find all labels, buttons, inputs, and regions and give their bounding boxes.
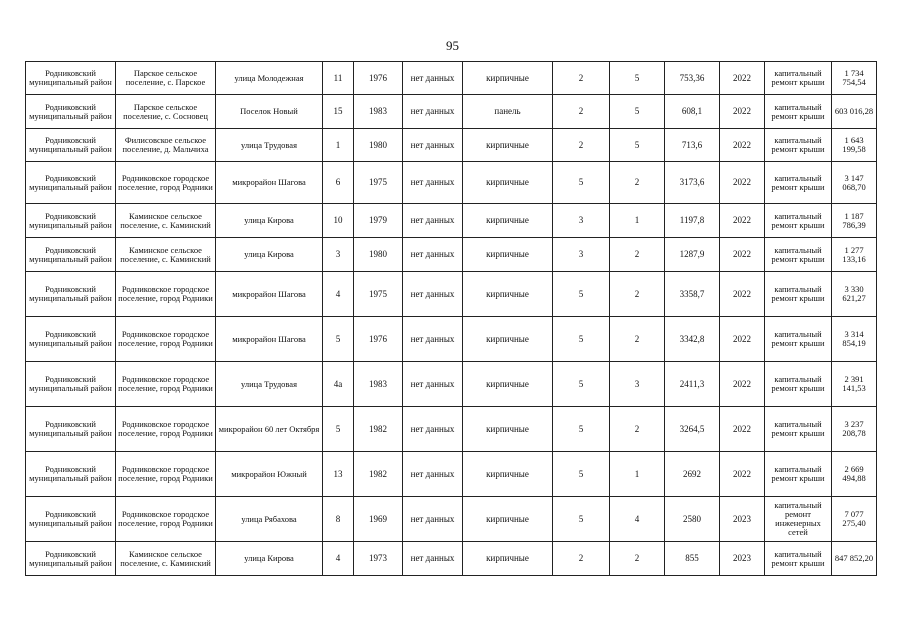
data-cell: нет данных: [403, 129, 463, 162]
area-cell: 2580: [665, 497, 720, 542]
area-cell: 855: [665, 542, 720, 576]
year-built-cell: 1976: [354, 317, 403, 362]
area-cell: 3358,7: [665, 272, 720, 317]
year-built-cell: 1976: [354, 62, 403, 95]
floors-cell: 5: [553, 407, 610, 452]
cost-cell: 603 016,28: [832, 95, 877, 129]
district-cell: Родниковский муниципальный район: [26, 542, 116, 576]
year-built-cell: 1983: [354, 362, 403, 407]
cost-cell: 1 187 786,39: [832, 204, 877, 238]
housing-repair-table: [25, 61, 877, 576]
area-cell: 3264,5: [665, 407, 720, 452]
street-cell: Поселок Новый: [216, 95, 323, 129]
table-row: [26, 238, 877, 272]
settlement-cell: Родниковское городское поселение, город Родники: [116, 317, 216, 362]
table-row: [26, 362, 877, 407]
entrances-cell: 3: [610, 362, 665, 407]
table-row: [26, 62, 877, 95]
year-built-cell: 1973: [354, 542, 403, 576]
work-type-cell: капитальный ремонт крыши: [765, 317, 832, 362]
data-cell: нет данных: [403, 162, 463, 204]
work-type-cell: капитальный ремонт крыши: [765, 362, 832, 407]
wall-material-cell: кирпичные: [463, 204, 553, 238]
district-cell: Родниковский муниципальный район: [26, 317, 116, 362]
data-cell: нет данных: [403, 62, 463, 95]
floors-cell: 5: [553, 162, 610, 204]
floors-cell: 5: [553, 452, 610, 497]
house-number-cell: 4: [323, 272, 354, 317]
table-row: [26, 129, 877, 162]
district-cell: Родниковский муниципальный район: [26, 62, 116, 95]
entrances-cell: 2: [610, 272, 665, 317]
settlement-cell: Родниковское городское поселение, город Родники: [116, 272, 216, 317]
data-cell: нет данных: [403, 542, 463, 576]
street-cell: улица Трудовая: [216, 362, 323, 407]
wall-material-cell: кирпичные: [463, 362, 553, 407]
table-row: [26, 272, 877, 317]
year-built-cell: 1980: [354, 129, 403, 162]
plan-year-cell: 2022: [720, 317, 765, 362]
year-built-cell: 1975: [354, 162, 403, 204]
data-cell: нет данных: [403, 317, 463, 362]
entrances-cell: 4: [610, 497, 665, 542]
floors-cell: 5: [553, 272, 610, 317]
street-cell: улица Молодежная: [216, 62, 323, 95]
house-number-cell: 6: [323, 162, 354, 204]
year-built-cell: 1983: [354, 95, 403, 129]
wall-material-cell: кирпичные: [463, 238, 553, 272]
street-cell: улица Кирова: [216, 204, 323, 238]
plan-year-cell: 2023: [720, 542, 765, 576]
wall-material-cell: панель: [463, 95, 553, 129]
work-type-cell: капитальный ремонт крыши: [765, 95, 832, 129]
settlement-cell: Родниковское городское поселение, город Родники: [116, 407, 216, 452]
entrances-cell: 5: [610, 95, 665, 129]
plan-year-cell: 2022: [720, 272, 765, 317]
floors-cell: 5: [553, 497, 610, 542]
entrances-cell: 2: [610, 542, 665, 576]
plan-year-cell: 2022: [720, 129, 765, 162]
floors-cell: 3: [553, 204, 610, 238]
area-cell: 3173,6: [665, 162, 720, 204]
floors-cell: 2: [553, 62, 610, 95]
year-built-cell: 1969: [354, 497, 403, 542]
work-type-cell: капитальный ремонт крыши: [765, 542, 832, 576]
data-cell: нет данных: [403, 407, 463, 452]
cost-cell: 7 077 275,40: [832, 497, 877, 542]
area-cell: 3342,8: [665, 317, 720, 362]
entrances-cell: 2: [610, 407, 665, 452]
area-cell: 608,1: [665, 95, 720, 129]
area-cell: 753,36: [665, 62, 720, 95]
district-cell: Родниковский муниципальный район: [26, 407, 116, 452]
area-cell: 1287,9: [665, 238, 720, 272]
wall-material-cell: кирпичные: [463, 129, 553, 162]
cost-cell: 3 330 621,27: [832, 272, 877, 317]
district-cell: Родниковский муниципальный район: [26, 204, 116, 238]
district-cell: Родниковский муниципальный район: [26, 238, 116, 272]
plan-year-cell: 2022: [720, 204, 765, 238]
wall-material-cell: кирпичные: [463, 407, 553, 452]
plan-year-cell: 2022: [720, 62, 765, 95]
wall-material-cell: кирпичные: [463, 452, 553, 497]
entrances-cell: 1: [610, 452, 665, 497]
year-built-cell: 1975: [354, 272, 403, 317]
district-cell: Родниковский муниципальный район: [26, 272, 116, 317]
floors-cell: 2: [553, 542, 610, 576]
entrances-cell: 2: [610, 238, 665, 272]
settlement-cell: Филисовское сельское поселение, д. Мальчиха: [116, 129, 216, 162]
work-type-cell: капитальный ремонт крыши: [765, 407, 832, 452]
house-number-cell: 5: [323, 317, 354, 362]
table-row: [26, 542, 877, 576]
plan-year-cell: 2022: [720, 407, 765, 452]
street-cell: улица Трудовая: [216, 129, 323, 162]
table-row: [26, 95, 877, 129]
settlement-cell: Каминское сельское поселение, с. Каминский: [116, 238, 216, 272]
work-type-cell: капитальный ремонт крыши: [765, 129, 832, 162]
floors-cell: 5: [553, 317, 610, 362]
data-cell: нет данных: [403, 204, 463, 238]
entrances-cell: 5: [610, 62, 665, 95]
floors-cell: 2: [553, 95, 610, 129]
area-cell: 2692: [665, 452, 720, 497]
area-cell: 1197,8: [665, 204, 720, 238]
data-cell: нет данных: [403, 497, 463, 542]
house-number-cell: 10: [323, 204, 354, 238]
work-type-cell: капитальный ремонт крыши: [765, 272, 832, 317]
work-type-cell: капитальный ремонт крыши: [765, 238, 832, 272]
house-number-cell: 5: [323, 407, 354, 452]
house-number-cell: 4а: [323, 362, 354, 407]
house-number-cell: 1: [323, 129, 354, 162]
entrances-cell: 1: [610, 204, 665, 238]
street-cell: улица Кирова: [216, 238, 323, 272]
data-cell: нет данных: [403, 362, 463, 407]
settlement-cell: Родниковское городское поселение, город Родники: [116, 452, 216, 497]
settlement-cell: Родниковское городское поселение, город Родники: [116, 362, 216, 407]
floors-cell: 3: [553, 238, 610, 272]
floors-cell: 5: [553, 362, 610, 407]
house-number-cell: 8: [323, 497, 354, 542]
cost-cell: 2 669 494,88: [832, 452, 877, 497]
settlement-cell: Каминское сельское поселение, с. Каминский: [116, 204, 216, 238]
street-cell: микрорайон Южный: [216, 452, 323, 497]
table-row: [26, 497, 877, 542]
plan-year-cell: 2022: [720, 162, 765, 204]
settlement-cell: Парское сельское поселение, с. Сосновец: [116, 95, 216, 129]
plan-year-cell: 2022: [720, 362, 765, 407]
page-number: 95: [446, 38, 459, 53]
street-cell: микрорайон 60 лет Октября: [216, 407, 323, 452]
plan-year-cell: 2022: [720, 452, 765, 497]
table-row: [26, 162, 877, 204]
plan-year-cell: 2023: [720, 497, 765, 542]
house-number-cell: 13: [323, 452, 354, 497]
wall-material-cell: кирпичные: [463, 317, 553, 362]
street-cell: микрорайон Шагова: [216, 272, 323, 317]
work-type-cell: капитальный ремонт крыши: [765, 204, 832, 238]
street-cell: микрорайон Шагова: [216, 162, 323, 204]
house-number-cell: 4: [323, 542, 354, 576]
year-built-cell: 1979: [354, 204, 403, 238]
street-cell: улица Кирова: [216, 542, 323, 576]
district-cell: Родниковский муниципальный район: [26, 129, 116, 162]
district-cell: Родниковский муниципальный район: [26, 497, 116, 542]
floors-cell: 2: [553, 129, 610, 162]
settlement-cell: Парское сельское поселение, с. Парское: [116, 62, 216, 95]
table-row: [26, 452, 877, 497]
street-cell: микрорайон Шагова: [216, 317, 323, 362]
plan-year-cell: 2022: [720, 95, 765, 129]
wall-material-cell: кирпичные: [463, 162, 553, 204]
house-number-cell: 11: [323, 62, 354, 95]
data-cell: нет данных: [403, 452, 463, 497]
area-cell: 713,6: [665, 129, 720, 162]
area-cell: 2411,3: [665, 362, 720, 407]
year-built-cell: 1982: [354, 407, 403, 452]
wall-material-cell: кирпичные: [463, 272, 553, 317]
cost-cell: 3 314 854,19: [832, 317, 877, 362]
wall-material-cell: кирпичные: [463, 497, 553, 542]
cost-cell: 3 147 068,70: [832, 162, 877, 204]
cost-cell: 1 734 754,54: [832, 62, 877, 95]
district-cell: Родниковский муниципальный район: [26, 162, 116, 204]
street-cell: улица Рябахова: [216, 497, 323, 542]
work-type-cell: капитальный ремонт инженерных сетей: [765, 497, 832, 542]
wall-material-cell: кирпичные: [463, 542, 553, 576]
work-type-cell: капитальный ремонт крыши: [765, 162, 832, 204]
house-number-cell: 3: [323, 238, 354, 272]
district-cell: Родниковский муниципальный район: [26, 362, 116, 407]
data-cell: нет данных: [403, 238, 463, 272]
house-number-cell: 15: [323, 95, 354, 129]
year-built-cell: 1982: [354, 452, 403, 497]
cost-cell: 3 237 208,78: [832, 407, 877, 452]
table-row: [26, 407, 877, 452]
cost-cell: 2 391 141,53: [832, 362, 877, 407]
entrances-cell: 2: [610, 317, 665, 362]
table-row: [26, 204, 877, 238]
district-cell: Родниковский муниципальный район: [26, 452, 116, 497]
plan-year-cell: 2022: [720, 238, 765, 272]
cost-cell: 1 277 133,16: [832, 238, 877, 272]
settlement-cell: Родниковское городское поселение, город Родники: [116, 497, 216, 542]
work-type-cell: капитальный ремонт крыши: [765, 452, 832, 497]
year-built-cell: 1980: [354, 238, 403, 272]
cost-cell: 1 643 199,58: [832, 129, 877, 162]
settlement-cell: Каминское сельское поселение, с. Каминский: [116, 542, 216, 576]
wall-material-cell: кирпичные: [463, 62, 553, 95]
work-type-cell: капитальный ремонт крыши: [765, 62, 832, 95]
entrances-cell: 2: [610, 162, 665, 204]
table-row: [26, 317, 877, 362]
district-cell: Родниковский муниципальный район: [26, 95, 116, 129]
cost-cell: 847 852,20: [832, 542, 877, 576]
data-cell: нет данных: [403, 95, 463, 129]
data-cell: нет данных: [403, 272, 463, 317]
settlement-cell: Родниковское городское поселение, город Родники: [116, 162, 216, 204]
entrances-cell: 5: [610, 129, 665, 162]
